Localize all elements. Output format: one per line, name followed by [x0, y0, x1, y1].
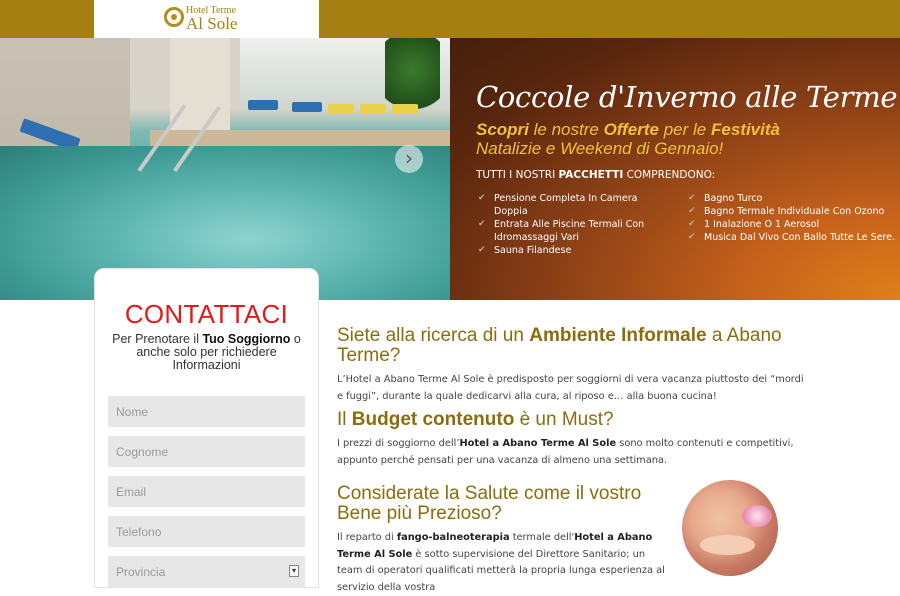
packages-heading [476, 169, 715, 181]
promo-sub-text: le nostre [528, 120, 604, 139]
promo-sub-strong: Offerte [603, 120, 659, 139]
feature-item: ✔ 1 Inalazione O 1 Aerosol [688, 218, 898, 231]
contact-form [94, 268, 319, 588]
province-select[interactable] [108, 556, 305, 587]
text-part: Il reparto di [337, 532, 397, 543]
text-part: è sotto supervisione del Direttore Sanitario; un team di operatori qualificati metterà la propria lunga esperienza al servizio della vostra [337, 548, 665, 593]
feature-item: ✔ Sauna Filandese [478, 244, 658, 257]
feature-item: ✔ Bagno Turco [688, 192, 898, 205]
title-text: Siete alla ricerca di un [337, 325, 530, 346]
form-intro-text: o anche solo per richiedere Informazioni [136, 332, 301, 372]
massage-photo [682, 480, 778, 576]
lounger [328, 104, 354, 114]
text-strong: fango-balneoterapia [396, 532, 510, 543]
feature-item: ✔ Entrata Alle Piscine Termali Con Idromassaggi Vari [478, 218, 658, 244]
section-ambiente [337, 326, 807, 405]
promo-sub-strong: Scopri [476, 120, 529, 139]
promo-panel [450, 38, 900, 300]
name-field[interactable]: Nome [108, 396, 305, 427]
promo-title: Coccole d'Inverno alle Terme [476, 80, 898, 114]
section-title: Considerate la Salute come il vostro Bene più Prezioso? [337, 483, 642, 524]
promo-sub-strong: Festività [710, 120, 780, 139]
phone-field[interactable]: Telefono [108, 516, 305, 547]
title-text: a Abano Terme? [337, 325, 782, 366]
text-strong: Hotel a Abano Terme Al Sole [337, 532, 653, 560]
surname-field[interactable]: Cognome [108, 436, 305, 467]
hero-banner [0, 38, 900, 300]
packages-heading-text: COMPRENDONO: [623, 169, 716, 181]
promo-sub-line2: Natalizie e Weekend di Gennaio! [476, 139, 724, 158]
title-text: Il [337, 409, 352, 430]
sun-logo-icon [164, 7, 184, 27]
form-intro-text: Per Prenotare il [112, 332, 203, 346]
section-title [337, 326, 807, 366]
province-select-label: Provincia [116, 564, 166, 579]
title-strong: Ambiente Informale [529, 325, 707, 346]
flower-image [742, 505, 772, 527]
title-text: è un Must? [514, 409, 614, 430]
feature-item: ✔ Bagno Termale Individuale Con Ozono [688, 205, 898, 218]
section-title [337, 410, 807, 430]
feature-item: ✔ Pensione Completa In Camera Doppia [478, 192, 658, 218]
title-strong: Budget contenuto [351, 409, 515, 430]
text-part: sono molto contenuti e competitivi, appunto perché pensati per una vacanza di almeno una settimana. [337, 438, 794, 466]
features-list-right [688, 192, 898, 244]
text-part: I prezzi di soggiorno dell’ [337, 438, 460, 449]
email-field[interactable]: Email [108, 476, 305, 507]
pool-photo [0, 38, 450, 300]
packages-heading-text: TUTTI I NOSTRI [476, 169, 559, 181]
hands-image [700, 535, 755, 555]
form-intro-strong: Tuo Soggiorno [202, 332, 291, 346]
promo-subtitle [476, 120, 780, 158]
section-text [337, 436, 807, 469]
lounger [248, 100, 278, 110]
logo-main-text: Al Sole [186, 14, 238, 33]
slider-next-arrow-icon[interactable]: › [395, 145, 423, 173]
logo-area [94, 0, 319, 38]
form-intro [103, 333, 310, 372]
logo-small-text: Hotel Terme [186, 5, 236, 16]
lounger [392, 104, 418, 114]
chevron-down-icon: ▾ [289, 565, 299, 577]
text-part: termale dell' [509, 532, 575, 543]
feature-item: ✔ Musica Dal Vivo Con Ballo Tutte Le Sere. [688, 231, 898, 244]
features-list-left [478, 192, 658, 257]
section-text: L’Hotel a Abano Terme Al Sole è predisposto per soggiorni di vera vacanza piuttosto dei “mordi e fuggi”, durante la quale dedicarvi alla cura, al riposo e… alla buona cucina! [337, 374, 804, 402]
promo-sub-text: per le [659, 120, 711, 139]
hotel-logo[interactable] [164, 4, 244, 34]
lounger [292, 102, 322, 112]
lounger [360, 104, 386, 114]
packages-heading-strong: PACCHETTI [558, 169, 624, 181]
section-salute [337, 484, 667, 596]
form-title: CONTATTACI [124, 299, 289, 329]
text-strong: Hotel a Abano Terme Al Sole [459, 438, 617, 449]
section-budget [337, 410, 807, 469]
section-text [337, 530, 667, 596]
